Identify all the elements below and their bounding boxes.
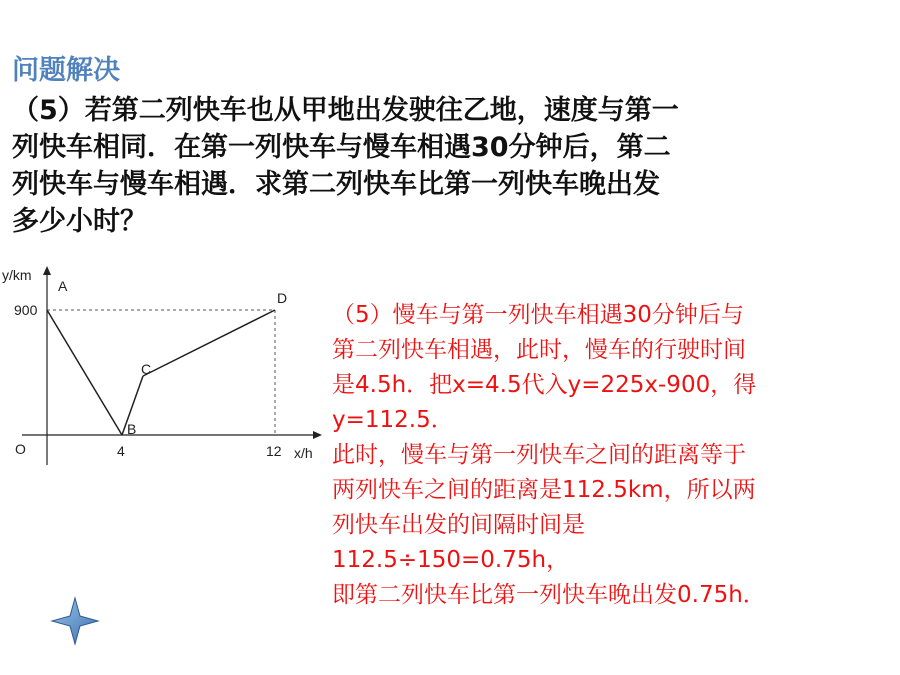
distance-time-graph: [0, 260, 330, 475]
solution-line: 两列快车之间的距离是112.5km，所以两: [332, 477, 756, 503]
x-axis-arrow: [313, 431, 322, 439]
y-axis-label: y/km: [2, 267, 32, 283]
segment-cd: [143, 310, 275, 376]
solution-line: y=112.5．: [332, 407, 454, 433]
problem-statement: [12, 92, 882, 240]
solution-text: [332, 298, 892, 613]
problem-line: 列快车与慢车相遇．求第二列快车比第一列快车晚出发: [12, 169, 660, 200]
point-label-c: C: [141, 361, 152, 377]
x-axis-label: x/h: [294, 445, 313, 461]
solution-line: 即第二列快车比第一列快车晚出发0.75h．: [332, 582, 766, 608]
origin-label: O: [15, 441, 26, 457]
point-label-d: D: [277, 290, 288, 306]
x-tick-12: 12: [266, 443, 282, 459]
x-tick-4: 4: [117, 443, 125, 459]
problem-line: 列快车相同．在第一列快车与慢车相遇30分钟后，第二: [12, 132, 671, 163]
solution-line: 此时，慢车与第一列快车之间的距离等于: [332, 442, 746, 468]
four-point-star-icon: [50, 596, 100, 646]
y-tick-900: 900: [14, 302, 38, 318]
point-label-b: B: [127, 421, 137, 437]
point-label-a: A: [58, 278, 68, 294]
problem-line: （5）若第二列快车也从甲地出发驶往乙地，速度与第一: [12, 95, 679, 126]
section-heading: 问题解决: [12, 55, 120, 86]
problem-line: 多少小时？: [12, 206, 147, 237]
solution-line: 112.5÷150=0.75h，: [332, 547, 570, 573]
segment-ab: [47, 310, 122, 435]
solution-line: （5）慢车与第一列快车相遇30分钟后与: [332, 302, 744, 328]
solution-line: 列快车出发的间隔时间是: [332, 512, 585, 538]
solution-line: 是4.5h．把x=4.5代入y=225x-900，得: [332, 372, 757, 398]
y-axis-arrow: [43, 266, 51, 275]
solution-line: 第二列快车相遇，此时，慢车的行驶时间: [332, 337, 746, 363]
